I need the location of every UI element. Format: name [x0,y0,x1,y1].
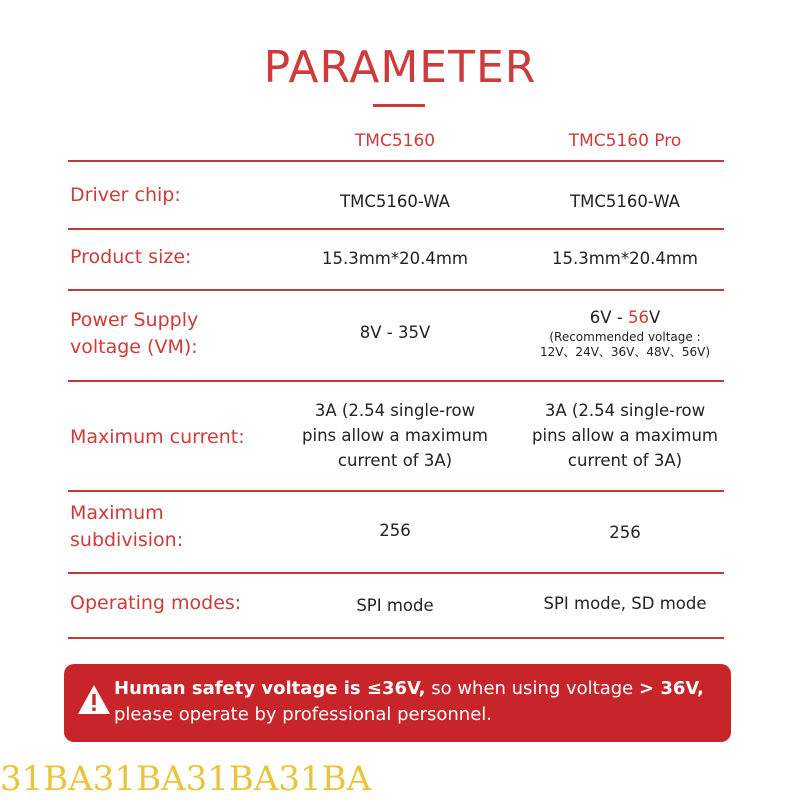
row-product-size [68,230,724,288]
column-header-tmc5160-pro: TMC5160 Pro [568,131,682,151]
cell-value: SPI mode, SD mode [543,594,707,613]
cell-line: pins allow a maximum [532,426,718,445]
divider [68,637,724,639]
cell-value: TMC5160-WA [340,192,450,211]
column-header-tmc5160: TMC5160 [354,131,436,151]
title-underline [373,104,425,107]
row-label-line: Maximum [70,502,164,524]
warning-text [114,676,734,728]
voltage-prefix: 6V - [589,308,628,327]
voltage-range [505,305,745,330]
row-label-line: subdivision: [70,529,184,551]
cell-value [505,305,745,360]
recommended-voltage-note: (Recommended voltage : [549,330,701,344]
cell-value: 256 [379,521,411,540]
watermark-text: 31BA31BA31BA31BA [0,759,372,799]
row-label [70,307,198,361]
row-label: Product size: [70,246,192,268]
row-label-line: voltage (VM): [70,336,198,358]
warning-bold-part: > 36V, [638,678,704,699]
row-maximum-current [68,382,724,490]
cell-line: current of 3A) [337,451,453,470]
cell-line: 3A (2.54 single-row [544,401,706,420]
warning-bold-part: Human safety voltage is ≤36V, [114,678,426,699]
safety-warning-banner [64,664,731,742]
voltage-max-highlight: 56 [627,308,649,327]
row-label: Driver chip: [70,184,181,206]
row-label [70,500,183,554]
cell-value: SPI mode [356,596,434,615]
row-label: Operating modes: [70,592,242,614]
row-driver-chip [68,162,724,228]
warning-normal-part: so when using voltage [425,678,639,699]
cell-value: 15.3mm*20.4mm [321,249,469,268]
cell-line: 3A (2.54 single-row [314,401,476,420]
cell-line: pins allow a maximum [302,426,488,445]
cell-value [505,398,745,473]
cell-value: 256 [609,523,641,542]
cell-line: current of 3A) [567,451,683,470]
row-maximum-subdivision [68,492,724,570]
cell-value: 8V - 35V [359,323,431,342]
cell-value [275,398,515,473]
voltage-suffix: V [648,308,661,327]
row-operating-modes [68,574,724,636]
cell-value: TMC5160-WA [570,192,680,211]
warning-line-1 [114,676,734,702]
warning-line-2: please operate by professional personnel. [114,704,492,725]
page-title: PARAMETER [263,42,537,93]
warning-icon [76,682,112,718]
row-label: Maximum current: [70,426,245,448]
recommended-voltage-list: 12V、24V、36V、48V、56V) [539,345,711,359]
row-label-line: Power Supply [70,309,199,331]
cell-value: 15.3mm*20.4mm [551,249,699,268]
row-power-supply-voltage [68,291,724,379]
